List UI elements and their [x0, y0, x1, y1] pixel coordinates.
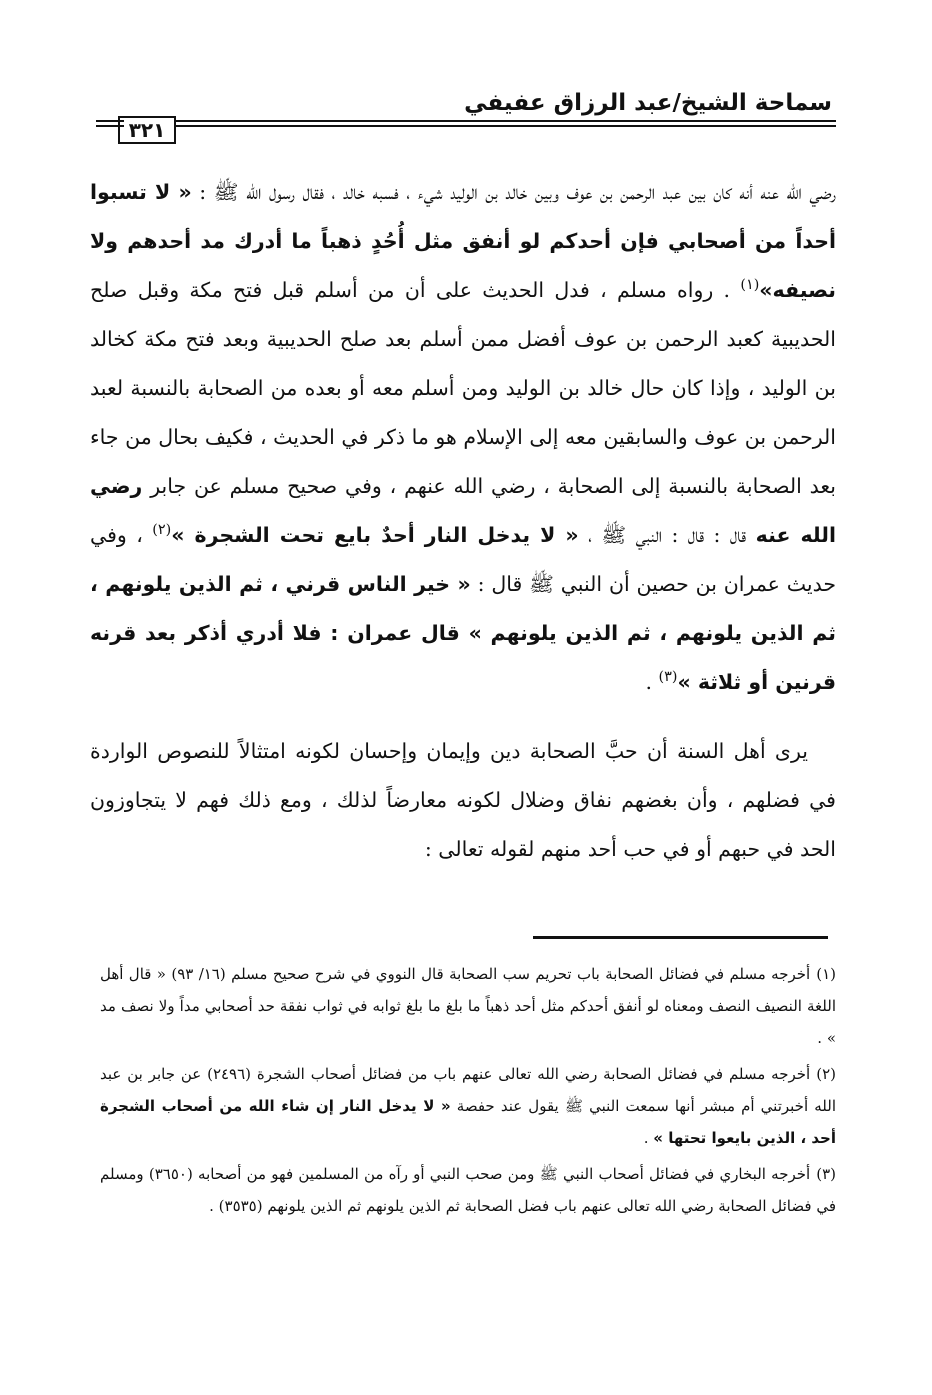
- hadith-quote: « لا تسبوا أحداً من أصحابي فإن أحدكم لو أنفق مثل أُحُدٍ ذهباً ما أدرك مد أحدهم ولا نصيفه»: [90, 180, 836, 302]
- page-number: ٣٢١: [118, 116, 176, 144]
- footnote-number: (٢): [816, 1065, 836, 1083]
- header-rule-line-bottom: [176, 125, 836, 127]
- text-segment: رضي الله عنه أنه كان بين عبد الرحمن بن عوف وبين خالد بن الوليد شيء ، فسبه خالد ، فقال رسول الله ﷺ :: [191, 180, 836, 204]
- footnote-ref: (٢): [152, 522, 172, 539]
- text-segment: قال : قال : النبي ﷺ ،: [578, 523, 756, 547]
- paragraph-2: يرى أهل السنة أن حبَّ الصحابة دين وإيمان وإحسان لكونه امتثالاً للنصوص الواردة في فضلهم ، وأن بغضهم نفاق وضلال لكونه معارضاً لذلك ، ومع ذلك فهم لا يتجاوزون الحد في حبهم أو في حب أحد منهم لقوله تعالى :: [90, 739, 836, 861]
- footnote-text: أخرجه مسلم في فضائل الصحابة باب تحريم سب الصحابة قال النووي في شرح صحيح مسلم (١٦/ ٩٣) « قال أهل اللغة النصيف النصف ومعناه لو أنفق أحدكم مثل أحد ذهباً ما بلغ ما بلغ ثوابه في ثواب نفقة حد أصحابي مداً ولا نصف مد » .: [100, 965, 836, 1047]
- paragraph-1: [90, 168, 836, 707]
- text-segment: ، وفي حديث عمران بن حصين أن النبي ﷺ قال :: [90, 523, 837, 596]
- header-rule: [96, 116, 836, 146]
- footnote-number: (١): [816, 965, 836, 983]
- text-segment: .: [645, 670, 659, 694]
- footnote-text: أخرجه مسلم في فضائل الصحابة رضي الله تعالى عنهم باب من فضائل أصحاب الشجرة (٢٤٩٦) عن جابر بن عبد الله أخبرتني أم مبشر أنها سمعت النبي ﷺ يقول عند حفصة: [100, 1065, 836, 1115]
- text-segment: . رواه مسلم ، فدل الحديث على أن من أسلم قبل فتح مكة وقبل صلح الحديبية كعبد الرحمن بن عوف أفضل ممن أسلم بعد صلح الحديبية وبعد فتح مكة كخالد بن الوليد ، وإذا كان حال خالد بن الوليد ومن أسلم معه أو بعده من الصحابة بالنسبة لعبد الرحمن بن عوف والسابقين معه إلى الإسلام هو ما ذكر في الحديث ، فكيف بحال من جاء بعد الصحابة بالنسبة إلى الصحابة ، رضي الله عنهم ، وفي صحيح مسلم عن جابر: [90, 278, 836, 498]
- footnote-text: .: [643, 1129, 654, 1147]
- main-text: [90, 168, 836, 874]
- running-header-title: سماحة الشيخ/عبد الرزاق عفيفي: [464, 90, 832, 116]
- hadith-quote: « لا يدخل النار أحدٌ بايع تحت الشجرة »: [171, 523, 579, 547]
- footnote-separator: [533, 936, 828, 939]
- footnote-3: [100, 1158, 836, 1222]
- hadith-quote: « خير الناس قرني ، ثم الذين يلونهم ، ثم الذين يلونهم ، ثم الذين يلونهم » قال عمران : فلا أدري أذكر بعد قرنه قرنين أو ثلاثة »: [90, 572, 836, 694]
- footnote-number: (٣): [816, 1165, 836, 1183]
- footnote-quote: « لا يدخل النار إن شاء الله من أصحاب الشجرة أحد ، الذين بايعوا تحتها »: [100, 1097, 836, 1147]
- header-rule-line-top: [176, 120, 836, 122]
- honorific: رضي الله عنه: [90, 474, 837, 547]
- footnote-ref: (١): [740, 277, 760, 294]
- footnote-ref: (٣): [658, 669, 678, 686]
- footnotes: [100, 958, 836, 1226]
- footnote-1: [100, 958, 836, 1054]
- footnote-2: [100, 1058, 836, 1154]
- footnote-text: أخرجه البخاري في فضائل أصحاب النبي ﷺ ومن صحب النبي أو رآه من المسلمين فهو من أصحابه (٣٦٥٠) ومسلم في فضائل الصحابة رضي الله تعالى عنهم باب فضل الصحابة ثم الذين يلونهم ثم الذين يلونهم (٣٥٣٥) .: [100, 1165, 836, 1215]
